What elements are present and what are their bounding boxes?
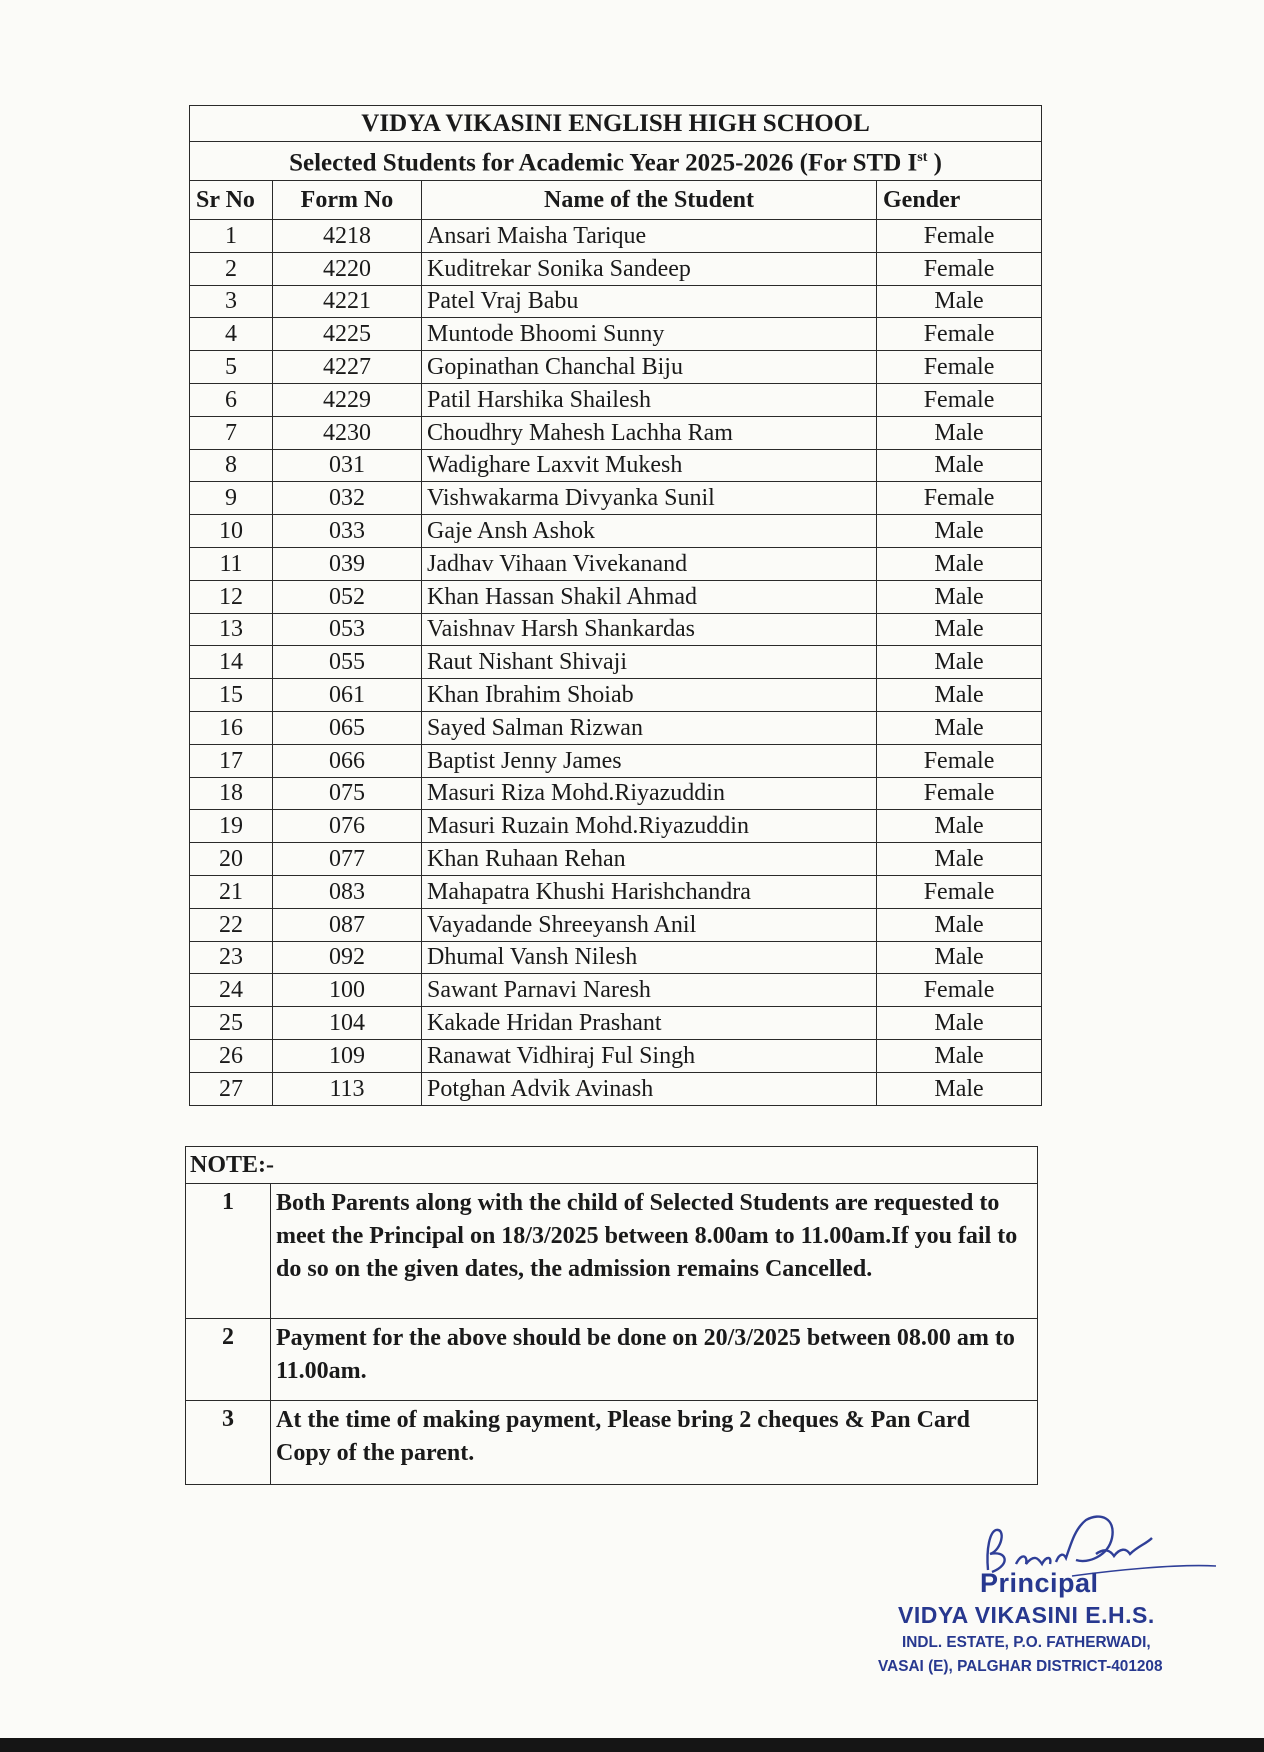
gender-cell: Male (877, 843, 1042, 876)
student-name-cell: Vayadande Shreeyansh Anil (422, 908, 877, 941)
gender-cell: Female (877, 220, 1042, 253)
form-no-cell: 031 (273, 449, 422, 482)
sr-no-cell: 20 (190, 843, 273, 876)
subtitle-main: Selected Students for Academic Year 2025-2026 (For STD I (289, 149, 918, 177)
student-name-cell: Muntode Bhoomi Sunny (422, 318, 877, 351)
sr-no-cell: 19 (190, 810, 273, 843)
header-form-no: Form No (273, 181, 422, 220)
note-text: Both Parents along with the child of Selected Students are requested to meet the Principal on 18/3/2025 between 8.00am to 11.00am.If you fail to do so on the given dates, the admission remains Cancelled. (271, 1184, 1038, 1319)
table-row (190, 318, 1042, 351)
note-text: At the time of making payment, Please bring 2 cheques & Pan Card Copy of the parent. (271, 1401, 1038, 1485)
form-no-cell: 4230 (273, 416, 422, 449)
student-name-cell: Dhumal Vansh Nilesh (422, 941, 877, 974)
sr-no-cell: 15 (190, 679, 273, 712)
student-name-cell: Gaje Ansh Ashok (422, 515, 877, 548)
form-no-cell: 4225 (273, 318, 422, 351)
form-no-cell: 039 (273, 547, 422, 580)
sr-no-cell: 26 (190, 1039, 273, 1072)
form-no-cell: 065 (273, 711, 422, 744)
form-no-cell: 066 (273, 744, 422, 777)
scan-bottom-edge (0, 1738, 1264, 1752)
gender-cell: Female (877, 482, 1042, 515)
sr-no-cell: 12 (190, 580, 273, 613)
student-name-cell: Patel Vraj Babu (422, 285, 877, 318)
table-row (190, 744, 1042, 777)
gender-cell: Male (877, 515, 1042, 548)
student-name-cell: Vaishnav Harsh Shankardas (422, 613, 877, 646)
table-row (190, 1072, 1042, 1105)
sr-no-cell: 17 (190, 744, 273, 777)
form-no-cell: 052 (273, 580, 422, 613)
table-row (190, 416, 1042, 449)
note-rows (186, 1184, 1038, 1485)
gender-cell: Male (877, 449, 1042, 482)
table-subtitle (190, 142, 1042, 181)
student-name-cell: Masuri Riza Mohd.Riyazuddin (422, 777, 877, 810)
sr-no-cell: 14 (190, 646, 273, 679)
note-text: Payment for the above should be done on 20/3/2025 between 08.00 am to 11.00am. (271, 1319, 1038, 1401)
gender-cell: Male (877, 1007, 1042, 1040)
sr-no-cell: 8 (190, 449, 273, 482)
gender-cell: Female (877, 351, 1042, 384)
header-student-name: Name of the Student (422, 181, 877, 220)
student-name-cell: Sayed Salman Rizwan (422, 711, 877, 744)
table-row (190, 1039, 1042, 1072)
student-name-cell: Raut Nishant Shivaji (422, 646, 877, 679)
gender-cell: Female (877, 875, 1042, 908)
form-no-cell: 092 (273, 941, 422, 974)
sr-no-cell: 24 (190, 974, 273, 1007)
notes-heading-row (186, 1147, 1038, 1184)
sr-no-cell: 22 (190, 908, 273, 941)
form-no-cell: 083 (273, 875, 422, 908)
gender-cell: Female (877, 318, 1042, 351)
table-row (190, 875, 1042, 908)
table-row (190, 220, 1042, 253)
form-no-cell: 033 (273, 515, 422, 548)
gender-cell: Male (877, 646, 1042, 679)
sr-no-cell: 23 (190, 941, 273, 974)
student-name-cell: Jadhav Vihaan Vivekanand (422, 547, 877, 580)
sr-no-cell: 4 (190, 318, 273, 351)
school-title: VIDYA VIKASINI ENGLISH HIGH SCHOOL (190, 106, 1042, 142)
sr-no-cell: 16 (190, 711, 273, 744)
student-name-cell: Vishwakarma Divyanka Sunil (422, 482, 877, 515)
stamp-title: Principal (980, 1568, 1099, 1598)
note-number: 3 (186, 1401, 271, 1485)
table-row (190, 252, 1042, 285)
student-name-cell: Khan Ibrahim Shoiab (422, 679, 877, 712)
form-no-cell: 113 (273, 1072, 422, 1105)
gender-cell: Female (877, 974, 1042, 1007)
table-row (190, 843, 1042, 876)
subtitle-end: ) (927, 149, 942, 177)
table-row (190, 908, 1042, 941)
form-no-cell: 100 (273, 974, 422, 1007)
form-no-cell: 077 (273, 843, 422, 876)
form-no-cell: 104 (273, 1007, 422, 1040)
table-row (190, 351, 1042, 384)
sr-no-cell: 13 (190, 613, 273, 646)
table-row (190, 449, 1042, 482)
sr-no-cell: 3 (190, 285, 273, 318)
header-sr-no: Sr No (190, 181, 273, 220)
gender-cell: Female (877, 744, 1042, 777)
sr-no-cell: 25 (190, 1007, 273, 1040)
stamp-address-line-1: INDL. ESTATE, P.O. FATHERWADI, (902, 1634, 1151, 1651)
student-name-cell: Potghan Advik Avinash (422, 1072, 877, 1105)
table-row (190, 810, 1042, 843)
gender-cell: Female (877, 383, 1042, 416)
note-number: 1 (186, 1184, 271, 1319)
student-rows (190, 220, 1042, 1106)
subtitle-row (190, 142, 1042, 181)
form-no-cell: 032 (273, 482, 422, 515)
notes-heading: NOTE:- (186, 1147, 1038, 1184)
student-name-cell: Kuditrekar Sonika Sandeep (422, 252, 877, 285)
table-row (190, 941, 1042, 974)
student-name-cell: Masuri Ruzain Mohd.Riyazuddin (422, 810, 877, 843)
table-row (190, 482, 1042, 515)
gender-cell: Male (877, 613, 1042, 646)
form-no-cell: 053 (273, 613, 422, 646)
table-row (190, 515, 1042, 548)
form-no-cell: 4220 (273, 252, 422, 285)
gender-cell: Male (877, 711, 1042, 744)
gender-cell: Male (877, 285, 1042, 318)
sr-no-cell: 5 (190, 351, 273, 384)
form-no-cell: 109 (273, 1039, 422, 1072)
sr-no-cell: 11 (190, 547, 273, 580)
gender-cell: Female (877, 252, 1042, 285)
table-row (190, 383, 1042, 416)
table-row (190, 646, 1042, 679)
table-row (190, 285, 1042, 318)
gender-cell: Male (877, 547, 1042, 580)
selected-students-table (189, 105, 1042, 1106)
form-no-cell: 055 (273, 646, 422, 679)
sr-no-cell: 18 (190, 777, 273, 810)
note-row (186, 1319, 1038, 1401)
table-row (190, 1007, 1042, 1040)
stamp-address-line-2: VASAI (E), PALGHAR DISTRICT-401208 (878, 1658, 1163, 1675)
form-no-cell: 4218 (273, 220, 422, 253)
student-name-cell: Khan Ruhaan Rehan (422, 843, 877, 876)
student-name-cell: Gopinathan Chanchal Biju (422, 351, 877, 384)
note-row (186, 1401, 1038, 1485)
form-no-cell: 087 (273, 908, 422, 941)
gender-cell: Male (877, 416, 1042, 449)
student-name-cell: Ansari Maisha Tarique (422, 220, 877, 253)
gender-cell: Female (877, 777, 1042, 810)
student-name-cell: Mahapatra Khushi Harishchandra (422, 875, 877, 908)
sr-no-cell: 10 (190, 515, 273, 548)
note-number: 2 (186, 1319, 271, 1401)
gender-cell: Male (877, 908, 1042, 941)
form-no-cell: 061 (273, 679, 422, 712)
table-row (190, 777, 1042, 810)
sr-no-cell: 9 (190, 482, 273, 515)
school-title-row (190, 106, 1042, 142)
sr-no-cell: 2 (190, 252, 273, 285)
table-row (190, 974, 1042, 1007)
student-name-cell: Ranawat Vidhiraj Ful Singh (422, 1039, 877, 1072)
gender-cell: Male (877, 679, 1042, 712)
sr-no-cell: 27 (190, 1072, 273, 1105)
stamp-school-name: VIDYA VIKASINI E.H.S. (898, 1602, 1155, 1628)
header-row (190, 181, 1042, 220)
sr-no-cell: 1 (190, 220, 273, 253)
note-row (186, 1184, 1038, 1319)
student-name-cell: Wadighare Laxvit Mukesh (422, 449, 877, 482)
table-row (190, 711, 1042, 744)
notes-table (185, 1146, 1038, 1485)
sr-no-cell: 6 (190, 383, 273, 416)
student-name-cell: Baptist Jenny James (422, 744, 877, 777)
table-row (190, 613, 1042, 646)
student-name-cell: Khan Hassan Shakil Ahmad (422, 580, 877, 613)
sr-no-cell: 7 (190, 416, 273, 449)
form-no-cell: 4229 (273, 383, 422, 416)
student-name-cell: Choudhry Mahesh Lachha Ram (422, 416, 877, 449)
gender-cell: Male (877, 810, 1042, 843)
form-no-cell: 4227 (273, 351, 422, 384)
gender-cell: Male (877, 580, 1042, 613)
gender-cell: Male (877, 941, 1042, 974)
form-no-cell: 076 (273, 810, 422, 843)
table-row (190, 679, 1042, 712)
student-name-cell: Sawant Parnavi Naresh (422, 974, 877, 1007)
student-name-cell: Kakade Hridan Prashant (422, 1007, 877, 1040)
table-row (190, 547, 1042, 580)
form-no-cell: 4221 (273, 285, 422, 318)
sr-no-cell: 21 (190, 875, 273, 908)
form-no-cell: 075 (273, 777, 422, 810)
header-gender: Gender (877, 181, 1042, 220)
student-name-cell: Patil Harshika Shailesh (422, 383, 877, 416)
table-row (190, 580, 1042, 613)
subtitle-superscript: st (917, 150, 928, 166)
gender-cell: Male (877, 1072, 1042, 1105)
gender-cell: Male (877, 1039, 1042, 1072)
